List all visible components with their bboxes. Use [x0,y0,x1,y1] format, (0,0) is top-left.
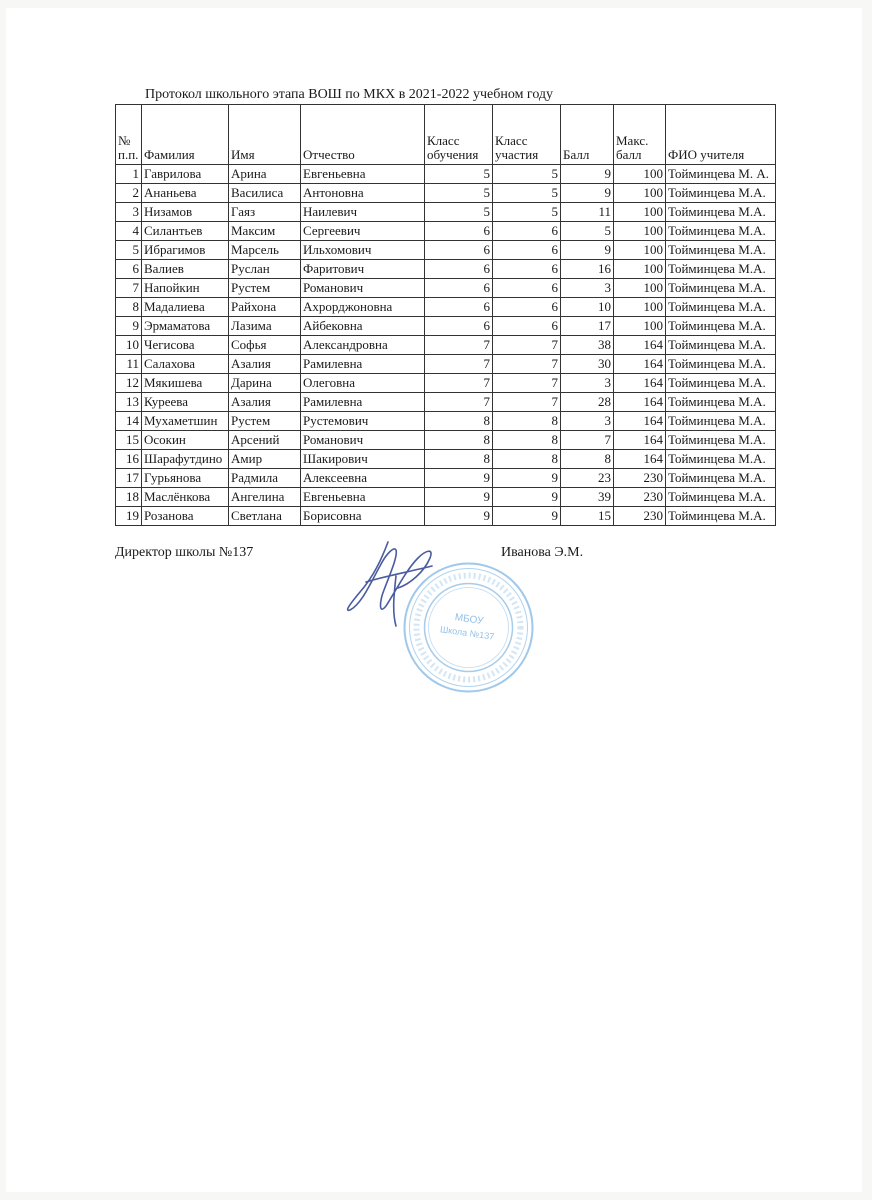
cell-surname: Мадалиева [142,298,229,317]
cell-name: Марсель [229,241,301,260]
cell-teacher: Тойминцева М.А. [666,203,776,222]
cell-class-study: 7 [425,355,493,374]
cell-name: Арсений [229,431,301,450]
cell-class-participation: 6 [493,222,561,241]
cell-score: 7 [561,431,614,450]
cell-score: 9 [561,241,614,260]
cell-class-participation: 5 [493,165,561,184]
table-body [116,165,776,526]
table-header-row [116,105,776,165]
header-patronymic: Отчество [301,105,425,165]
cell-class-participation: 9 [493,469,561,488]
cell-patronymic: Алексеевна [301,469,425,488]
cell-score: 30 [561,355,614,374]
cell-patronymic: Романович [301,279,425,298]
cell-patronymic: Рамилевна [301,355,425,374]
cell-name: Руслан [229,260,301,279]
cell-class-study: 8 [425,412,493,431]
cell-num: 3 [116,203,142,222]
table-row [116,450,776,469]
cell-teacher: Тойминцева М.А. [666,469,776,488]
header-num: № п.п. [116,105,142,165]
cell-num: 4 [116,222,142,241]
table-row [116,431,776,450]
cell-name: Арина [229,165,301,184]
results-table [115,104,776,526]
cell-teacher: Тойминцева М.А. [666,279,776,298]
cell-surname: Ибрагимов [142,241,229,260]
table-row [116,355,776,374]
cell-patronymic: Евгеньевна [301,165,425,184]
cell-name: Гаяз [229,203,301,222]
table-row [116,336,776,355]
cell-patronymic: Ахрорджоновна [301,298,425,317]
cell-num: 7 [116,279,142,298]
cell-class-participation: 6 [493,279,561,298]
cell-teacher: Тойминцева М.А. [666,336,776,355]
cell-surname: Мякишева [142,374,229,393]
cell-surname: Чегисова [142,336,229,355]
cell-num: 5 [116,241,142,260]
cell-name: Софья [229,336,301,355]
cell-max-score: 100 [614,165,666,184]
cell-num: 18 [116,488,142,507]
cell-score: 8 [561,450,614,469]
cell-name: Дарина [229,374,301,393]
cell-score: 17 [561,317,614,336]
cell-name: Радмила [229,469,301,488]
cell-name: Лазима [229,317,301,336]
table-row [116,507,776,526]
cell-teacher: Тойминцева М.А. [666,488,776,507]
cell-class-study: 7 [425,374,493,393]
table-row [116,298,776,317]
cell-class-study: 6 [425,317,493,336]
cell-patronymic: Наилевич [301,203,425,222]
cell-teacher: Тойминцева М.А. [666,450,776,469]
cell-class-study: 5 [425,165,493,184]
cell-num: 16 [116,450,142,469]
cell-class-participation: 8 [493,412,561,431]
header-class-study: Класс обучения [425,105,493,165]
cell-score: 11 [561,203,614,222]
cell-num: 14 [116,412,142,431]
header-surname: Фамилия [142,105,229,165]
cell-name: Рустем [229,412,301,431]
cell-max-score: 164 [614,412,666,431]
cell-max-score: 164 [614,431,666,450]
cell-class-participation: 9 [493,488,561,507]
cell-num: 15 [116,431,142,450]
cell-class-participation: 7 [493,393,561,412]
table-row [116,374,776,393]
cell-score: 3 [561,412,614,431]
cell-max-score: 230 [614,469,666,488]
cell-score: 39 [561,488,614,507]
svg-text:МБОУ: МБОУ [454,612,485,628]
cell-max-score: 164 [614,355,666,374]
cell-num: 13 [116,393,142,412]
cell-surname: Ананьева [142,184,229,203]
cell-class-participation: 6 [493,298,561,317]
cell-teacher: Тойминцева М.А. [666,184,776,203]
cell-teacher: Тойминцева М.А. [666,241,776,260]
cell-num: 10 [116,336,142,355]
document-sheet [6,8,862,1192]
cell-teacher: Тойминцева М.А. [666,355,776,374]
cell-surname: Осокин [142,431,229,450]
table-row [116,184,776,203]
cell-patronymic: Шакирович [301,450,425,469]
svg-text:Школа №137: Школа №137 [439,624,495,642]
cell-class-participation: 9 [493,507,561,526]
cell-patronymic: Рустемович [301,412,425,431]
cell-teacher: Тойминцева М.А. [666,412,776,431]
cell-patronymic: Борисовна [301,507,425,526]
cell-class-participation: 7 [493,336,561,355]
cell-surname: Мухаметшин [142,412,229,431]
header-score: Балл [561,105,614,165]
cell-surname: Шарафутдино [142,450,229,469]
cell-max-score: 100 [614,279,666,298]
cell-teacher: Тойминцева М. А. [666,165,776,184]
cell-score: 9 [561,184,614,203]
cell-class-study: 6 [425,241,493,260]
table-row [116,488,776,507]
cell-teacher: Тойминцева М.А. [666,393,776,412]
cell-patronymic: Александровна [301,336,425,355]
cell-max-score: 164 [614,374,666,393]
cell-class-study: 9 [425,469,493,488]
cell-class-participation: 5 [493,184,561,203]
cell-class-participation: 7 [493,355,561,374]
header-max-score: Макс. балл [614,105,666,165]
cell-surname: Напойкин [142,279,229,298]
cell-patronymic: Айбековна [301,317,425,336]
cell-teacher: Тойминцева М.А. [666,222,776,241]
table-row [116,222,776,241]
cell-class-participation: 5 [493,203,561,222]
cell-max-score: 164 [614,450,666,469]
cell-class-study: 5 [425,184,493,203]
cell-name: Максим [229,222,301,241]
table-row [116,469,776,488]
cell-teacher: Тойминцева М.А. [666,260,776,279]
cell-patronymic: Фаритович [301,260,425,279]
cell-surname: Силантьев [142,222,229,241]
cell-score: 28 [561,393,614,412]
cell-score: 3 [561,279,614,298]
cell-patronymic: Сергеевич [301,222,425,241]
cell-max-score: 100 [614,260,666,279]
cell-max-score: 164 [614,393,666,412]
cell-surname: Розанова [142,507,229,526]
cell-class-study: 9 [425,488,493,507]
cell-score: 16 [561,260,614,279]
cell-name: Ангелина [229,488,301,507]
director-label: Директор школы №137 [115,545,254,560]
cell-class-study: 8 [425,431,493,450]
cell-class-study: 9 [425,507,493,526]
cell-class-study: 8 [425,450,493,469]
cell-max-score: 100 [614,317,666,336]
table-row [116,203,776,222]
cell-patronymic: Романович [301,431,425,450]
cell-num: 12 [116,374,142,393]
cell-num: 17 [116,469,142,488]
cell-name: Азалия [229,355,301,374]
cell-class-study: 6 [425,260,493,279]
cell-num: 2 [116,184,142,203]
cell-class-participation: 6 [493,260,561,279]
cell-surname: Салахова [142,355,229,374]
cell-max-score: 100 [614,241,666,260]
cell-class-study: 7 [425,336,493,355]
cell-patronymic: Рамилевна [301,393,425,412]
cell-class-participation: 6 [493,317,561,336]
cell-class-study: 7 [425,393,493,412]
document-title: Протокол школьного этапа ВОШ по МКХ в 2021-2022 учебном году [145,87,554,102]
cell-surname: Гурьянова [142,469,229,488]
cell-patronymic: Антоновна [301,184,425,203]
cell-class-study: 6 [425,298,493,317]
cell-class-participation: 7 [493,374,561,393]
cell-teacher: Тойминцева М.А. [666,374,776,393]
cell-num: 9 [116,317,142,336]
table-row [116,260,776,279]
table-row [116,412,776,431]
cell-class-participation: 8 [493,431,561,450]
cell-class-study: 6 [425,279,493,298]
cell-teacher: Тойминцева М.А. [666,431,776,450]
header-class-participation: Класс участия [493,105,561,165]
cell-name: Рустем [229,279,301,298]
cell-patronymic: Олеговна [301,374,425,393]
cell-patronymic: Евгеньевна [301,488,425,507]
cell-max-score: 100 [614,222,666,241]
cell-name: Азалия [229,393,301,412]
cell-teacher: Тойминцева М.А. [666,298,776,317]
cell-name: Райхона [229,298,301,317]
header-teacher: ФИО учителя [666,105,776,165]
cell-num: 6 [116,260,142,279]
cell-class-study: 6 [425,222,493,241]
cell-num: 8 [116,298,142,317]
cell-num: 19 [116,507,142,526]
cell-teacher: Тойминцева М.А. [666,507,776,526]
cell-max-score: 100 [614,184,666,203]
cell-max-score: 230 [614,488,666,507]
cell-max-score: 100 [614,203,666,222]
header-name: Имя [229,105,301,165]
cell-class-participation: 6 [493,241,561,260]
cell-score: 3 [561,374,614,393]
cell-num: 11 [116,355,142,374]
cell-class-participation: 8 [493,450,561,469]
cell-surname: Гаврилова [142,165,229,184]
director-signature [336,536,446,631]
cell-score: 5 [561,222,614,241]
table-row [116,241,776,260]
cell-name: Амир [229,450,301,469]
cell-patronymic: Ильхомович [301,241,425,260]
director-name: Иванова Э.М. [501,545,584,560]
table-row [116,393,776,412]
cell-score: 15 [561,507,614,526]
cell-score: 38 [561,336,614,355]
cell-score: 9 [561,165,614,184]
cell-score: 10 [561,298,614,317]
table-row [116,317,776,336]
table-row [116,165,776,184]
cell-num: 1 [116,165,142,184]
cell-score: 23 [561,469,614,488]
cell-max-score: 164 [614,336,666,355]
cell-class-study: 5 [425,203,493,222]
cell-surname: Маслёнкова [142,488,229,507]
cell-teacher: Тойминцева М.А. [666,317,776,336]
cell-max-score: 230 [614,507,666,526]
cell-max-score: 100 [614,298,666,317]
cell-surname: Эрмаматова [142,317,229,336]
cell-surname: Низамов [142,203,229,222]
cell-name: Светлана [229,507,301,526]
table-row [116,279,776,298]
cell-name: Василиса [229,184,301,203]
cell-surname: Валиев [142,260,229,279]
cell-surname: Куреева [142,393,229,412]
